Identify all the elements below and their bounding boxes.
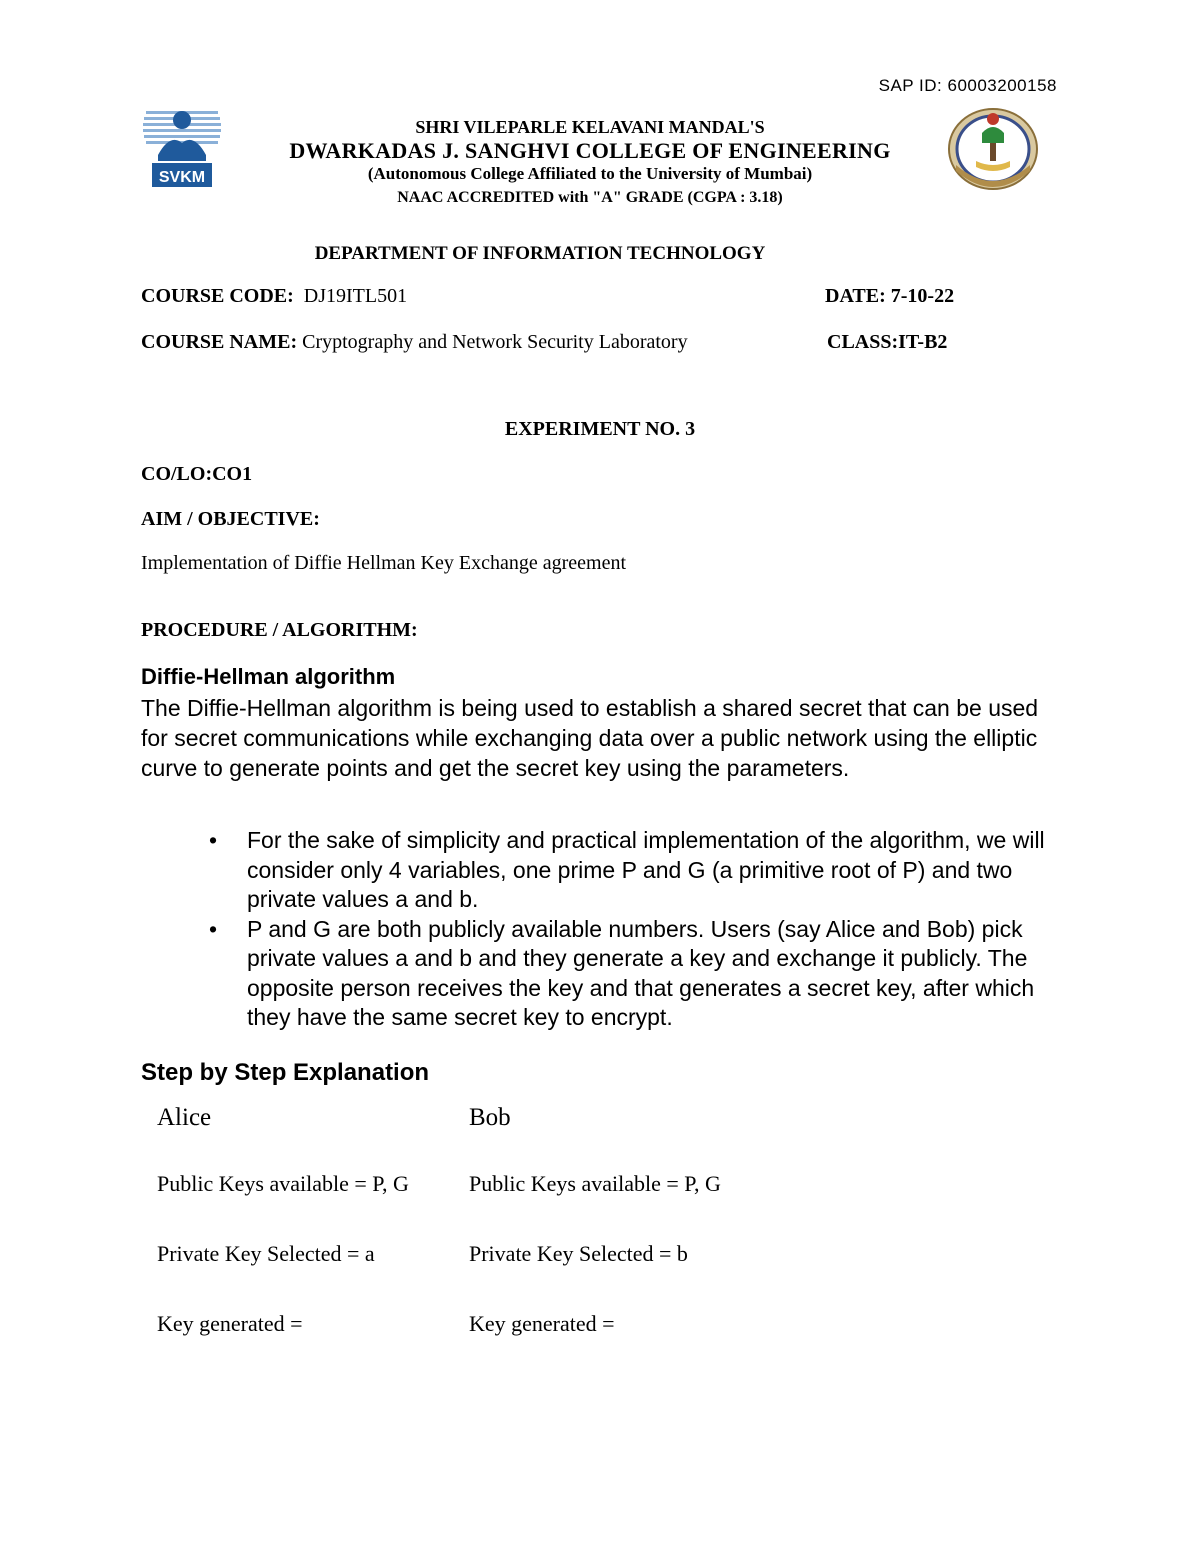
class <box>827 331 947 354</box>
bob-heading: Bob <box>469 1104 511 1131</box>
aim-text: Implementation of Diffie Hellman Key Exchange agreement <box>141 552 626 574</box>
algorithm-title: Diffie-Hellman algorithm <box>141 664 396 689</box>
affiliation-line: (Autonomous College Affiliated to the University of Mumbai) <box>367 164 813 183</box>
date <box>825 285 954 308</box>
procedure-label: PROCEDURE / ALGORITHM: <box>141 619 418 641</box>
course-name-value: Cryptography and Network Security Laboratory <box>302 331 688 353</box>
alice-heading: Alice <box>157 1104 212 1131</box>
alice-key-generated: Key generated = <box>157 1311 303 1336</box>
accreditation-line: NAAC ACCREDITED with "A" GRADE (CGPA : 3.18) <box>397 189 783 206</box>
steps-title: Step by Step Explanation <box>141 1059 430 1086</box>
alice-public-keys: Public Keys available = P, G <box>157 1171 409 1196</box>
college-emblem-logo <box>946 105 1040 193</box>
college-name: DWARKADAS J. SANGHVI COLLEGE OF ENGINEERING <box>289 138 891 163</box>
course-code <box>141 285 407 308</box>
experiment-number: EXPERIMENT NO. 3 <box>504 418 696 440</box>
svkm-logo-text: SVKM <box>158 169 206 186</box>
date-value: 7-10-22 <box>890 285 955 307</box>
date-label: DATE: <box>825 285 886 307</box>
bob-public-keys: Public Keys available = P, G <box>469 1171 721 1196</box>
bullet-text: P and G are both publicly available numbers. Users (say Alice and Bob) pick private values a and b and they generate a key and exchange it publicly. The opposite person receives the key and that generates a secret key, after which they have the same secret key to encrypt. <box>247 915 1035 1030</box>
bullet-item <box>200 915 1050 1033</box>
course-name <box>141 331 688 354</box>
bob-private-key: Private Key Selected = b <box>469 1241 688 1266</box>
course-name-label: COURSE NAME: <box>141 331 298 353</box>
department-heading: DEPARTMENT OF INFORMATION TECHNOLOGY <box>314 243 766 264</box>
trust-name: SHRI VILEPARLE KELAVANI MANDAL'S <box>415 117 765 137</box>
class-label: CLASS: <box>827 331 899 353</box>
class-value: IT-B2 <box>898 331 948 353</box>
bullet-item <box>200 826 1050 915</box>
bullet-icon: • <box>209 827 218 853</box>
svkm-logo <box>142 103 222 191</box>
algorithm-paragraph: The Diffie-Hellman algorithm is being used to establish a shared secret that can be used for secret communications while exchanging data over a public network using the elliptic curve to generate points and get the secret key using the parameters. <box>141 695 1039 781</box>
sap-id: SAP ID: 60003200158 <box>878 76 1057 95</box>
course-code-value: DJ19ITL501 <box>303 285 408 307</box>
bob-key-generated: Key generated = <box>469 1311 615 1336</box>
bullet-text: For the sake of simplicity and practical implementation of the algorithm, we will consider only 4 variables, one prime P and G (a primitive root of P) and two private values a and b. <box>247 827 1045 912</box>
alice-private-key: Private Key Selected = a <box>157 1241 375 1266</box>
algorithm-bullets <box>200 826 1050 1033</box>
aim-label: AIM / OBJECTIVE: <box>141 508 320 530</box>
bullet-icon: • <box>209 915 218 942</box>
course-code-label: COURSE CODE: <box>141 285 294 307</box>
co-lo: CO/LO:CO1 <box>141 463 253 485</box>
